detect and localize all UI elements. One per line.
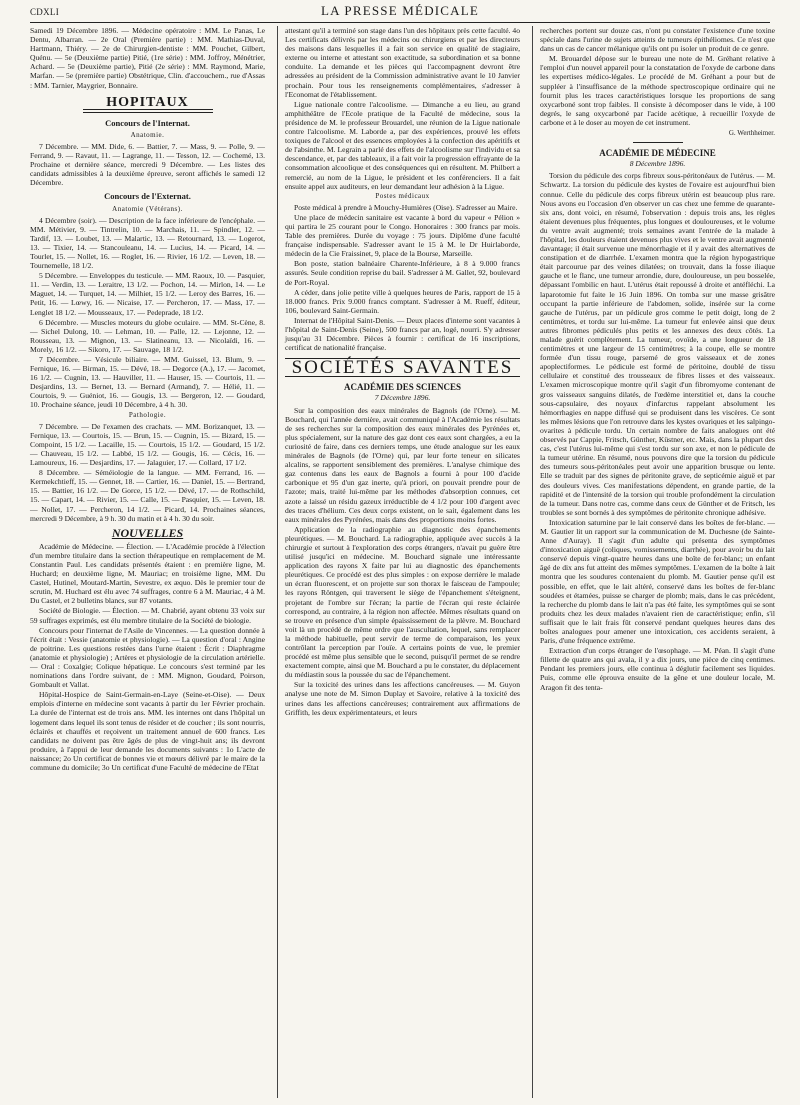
column-3 (540, 26, 775, 693)
paragraph: 6 Décembre. — Muscles moteurs du globe oculaire. — MM. St-Cène, 8. — Sichel Dulong, 10. — Lehman, 10. — Palle, 12. — Lejonne, 12. — Rousseau, 13. — Mignon, 13. — Slatineanu, 13. — Nicolaïdi, 16. — Morely, 16 1/2. — Sikoro, 17. — Sauvage, 18 1/2. (30, 317, 265, 354)
column-divider (277, 26, 278, 1098)
paragraph: Application de la radiographie au diagnostic des épanchements pleurétiques. — M. Bouchard. La radiographie, appliquée avec succès à la chirurgie et surtout à l'exploration des corps étrangers, n'avait pu guère être utilisé jusqu'ici en médecine. M. Bouchard signale une intéressante application des rayons X faite par lui au diagnostic des épanchements pleurétiques. Ce procédé est des plus simples : on expose derrière le malade un écran fluorescent, et on projette sur son thorax le faisceau de l'ampoule; les rayons Röntgen, qui traversent le siège de l'épanchement s'éteignent, projetant de l'ombre sur l'écran; la partie de l'écran qui reste éclairée correspond, au contraire, à la région non affectée. Mêmes résultats quand on se trouve en présence d'un simple épaississement de la plèvre. M. Bouchard voit là un procédé de même ordre que l'auscultation, lequel, sans remplacer la méthode habituelle, peut servir de terme de comparaison, les yeux contrôlant la perception par l'ouïe. A certains points de vue, le premier procédé est même plus sensible que le second, puisqu'il permet de se rendre exactement compte, ainsi que M. Bouchard a pu le constater, du déplacement du médiastin sous la poussée du sac de l'épanchement. (285, 524, 520, 680)
paragraph: recherches portent sur douze cas, n'ont pu constater l'existence d'une toxine spéciale dans l'urine de sujets atteints de tumeurs épithéliomes. Ce n'est que dans un cas de cancer mélanique qu'ils ont pu isoler un produit de ce genre. (540, 26, 775, 54)
section-title-nouvelles: NOUVELLES (111, 525, 184, 540)
subheading-concours-externat: Concours de l'Externat. (104, 191, 191, 202)
paragraph: Intoxication saturnine par le lait conservé dans les boîtes de fer-blanc. — M. Gautier lit un rapport sur la communication de M. Duchesne (de Sainte-Anne d'Auray). Il s'agit d'un adulte qui présenta des symptômes d'intoxication aiguë (coliques, vomissements, diarrhée), pour avoir bu du lait conservé depuis vingt-quatre heures dans une boîte de fer-blanc; un enfant âgé de dix ans fut atteint des mêmes symptômes. L'examen de la boîte à lait montra que les soudures contenaient du plomb. M. Gautier pense qu'il est possible, en effet, que le lait altéré, conservé dans les boîtes de fer-blanc soudées et étamées, puisse se charger de plomb; mais, dans le cas précédent, la recherche du plomb dans le lait n'a pas été faite, les symptômes qui se sont produits chez les deux malades n'avaient rien de caractéristique; enfin, s'il suffisait que le lait frais fût conservé pendant quelques heures dans des boîtes analogues pour amener une intoxication, ces accidents seraient, à Paris, d'une fréquence extrême. (540, 517, 775, 646)
author-signature: G. Werthheimer. (728, 129, 775, 138)
page-header (30, 3, 770, 20)
subheading-concours-internat: Concours de l'Internat. (105, 117, 190, 128)
paragraph: Sur la composition des eaux minérales de Bagnols (de l'Orne). — M. Bouchard, qui l'année dernière, avait communiqué à l'Académie les résultats de ses recherches sur la composition des eaux minérales des Pyrénées et, plus spécialement, sur la nature des gaz dont ces eaux sont chargées, a eu la curiosité de faire, dans ces derniers temps, une étude analogue sur les eaux minérales de Bagnols (de l'Orne) qui, par leur forte teneur en silicates alcalins, se rapportent sensiblement des premières. L'analyse chimique des gaz contenus dans les eaux de Bagnols a fourni à pour 100 d'acide carbonique et 95 d'un gaz inerte, qu'à priori, on pouvait prendre pour de l'azote; mais, traité lui-même par les méthodes d'absorption connues, cet azote a laissé un résidu gazeux irréductible de 4 1/2 pour 100 d'argent avec des traces d'hélium. Ces deux corps existent, on le sait, également dans les eaux minérales des Pyrénées, mais dans des proportions moins fortes. (285, 405, 520, 524)
column-2 (285, 26, 520, 718)
session-date: 7 Décembre 1896. (374, 393, 431, 403)
paragraph: Hôpital-Hospice de Saint-Germain-en-Laye (Seine-et-Oise). — Deux emplois d'interne en médecine sont vacants à partir du 1er Février prochain. La durée de l'internat est de trois ans. MM. les internes ont dans l'hôpital un logement dans lequel ils sont tenus de résider et de coucher ; ils sont nourris, éclairés et chauffés et reçoivent un traitement annuel de 600 francs. Les candidats ne doivent pas être âgés de plus de vingt-huit ans; ils devront produire, à l'appui de leur demande les documents suivants : 1o L'acte de naissance; 2o Un certificat de bonnes vie et mœurs délivré par le maire de la commune du domicile; 3o Un certificat d'une Faculté de médecine de l'Etat (30, 690, 265, 773)
paragraph: Ligue nationale contre l'alcoolisme. — Dimanche a eu lieu, au grand amphithéâtre de l'Ecole pratique de la Faculté de médecine, sous la présidence de M. le professeur Brouardel, une réunion de la Ligue nationale contre l'alcoolisme. M. Laborde a, par des expériences, prouvé les effets toxiques de l'alcool et des essences employées à la confection des apéritifs et de l'absinthe. M. Legrain a parlé des effets de l'alcoolisme sur l'individu et sa descendance, et, par des tableaux, il a fait voir la progression effrayante de la consommation alcoolique et des conséquences qui en résultent. M. Philbert a remercié, au nom de la Ligue, le président et les conférenciers. Il a fait ensuite appel aux auditeurs, en leur demandant leur adhésion à la Ligue. (285, 99, 520, 191)
subheading-postes: Postes médicaux (375, 191, 430, 200)
paragraph: Concours pour l'internat de l'Asile de Vincennes. — La question donnée à l'écrit était : Vessie (anatomie et physiologie). — La question d'oral : Angine de poitrine. Les questions restées dans l'urne étaient : Écrit : Diaphragme (anatomie et physiologie) ; Artères et physiologie de la circulation artérielle. — Oral : Coxalgie; Colique hépatique. Le concours s'est terminé par les nominations dans l'ordre suivant, de : MM. Mignon, Goudard, Poirson, Gombault et Vallat. (30, 625, 265, 690)
subheading-academie-sciences: ACADÉMIE DES SCIENCES (343, 382, 462, 393)
paragraph: 8 Décembre. — Séméiologie de la langue. — MM. Ferrand, 16. — Kermekchtieff, 15. — Gennet, 18. — Cartier, 16. — Daniel, 15. — Bertrand, 15. — Battier, 16 1/2. — De Gorce, 15 1/2. — Dévé, 17. — de Rothschild, 15. — Capart, 14. — Rivier, 15. — Calle, 15. — Pasquier, 15. — Leven, 18. — Nollet, 17. — Percheron, 14 1/2. — Picard, 14. Prochaines séances, mercredi 9 Décembre, à 9 h. 30 du matin et à 4 h. 30 du soir. (30, 468, 265, 523)
paragraph: A céder, dans jolie petite ville à quelques heures de Paris, rapport de 15 à 18.000 francs. Prix 9.000 francs comptant. S'adresser à M. Rueff, éditeur, 106, boulevard Saint-Germain. (285, 287, 520, 315)
paragraph: Académie de Médecine. — Élection. — L'Académie procède à l'élection d'un membre titulaire dans la section thérapeutique en remplacement de M. Constantin Paul. Les candidats présentés étaient : en première ligne, M. Huchard; en deuxième ligne, M. Mauriac; en troisième ligne, MM. Du Castel, Hutinel, Moutard-Martin, Sevestre, ex æquo. Dès le premier tour de scrutin, M. Huchard est élu avec 74 suffrages, contre 6 à M. Mauriac, 4 à M. Du Castel, et 2 bulletins blancs, sur 87 votants. (30, 541, 265, 606)
subheading-anatomie: Anatomie. (130, 130, 165, 139)
section-title-societes: SOCIÉTÉS SAVANTES (285, 358, 520, 377)
paragraph: Extraction d'un corps étranger de l'œsophage. — M. Péan. Il s'agit d'une fillette de quatre ans qui avala, il y a dix jours, une pièce de cinq centimes. Pendant les premiers jours, elle continua à déglutir facilement ses liquides. Puis, comme elle éprouva ensuite de la gêne et une douleur locale, M. Aragon fit des tenta- (540, 646, 775, 692)
paragraph: 7 Décembre. — Vésicule biliaire. — MM. Guissel, 13. Blum, 9. — Fernique, 16. — Birman, 15. — Dévé, 18. — Degorce (A.), 17. — Jacomet, 16 1/2. — Cugnin, 13. — Hauviller, 11. — Hauser, 15. — Courtois, 11. — Desjardins, 13. — Bernet, 13. — Bernard (Armand), 7. — Hélié, 11. — Courtois, 9. — Guéniot, 16. — Gougis, 13. — Bergeron, 12. — Goudard, 10. Prochaine séance, jeudi 10 Décembre, à 4 h. 30. (30, 355, 265, 410)
column-1 (30, 26, 265, 773)
header-rule (30, 22, 770, 23)
paragraph: 4 Décembre (soir). — Description de la face inférieure de l'encéphale. — MM. Métivier, 9. — Tintrelin, 10. — Marchais, 11. — Spindler, 12. — Tardif, 13. — Loubet, 13. — Malartic, 13. — Retournard, 13. — Logerot, 13. — Tixier, 14. — Stancouleanu, 14. — Lucius, 14. — Picard, 14. — Tourlet, 15. — Nollet, 16. — Roglet, 16. — Rivier, 16 1/2. — Leven, 18. — Tournemelle, 18 1/2. (30, 215, 265, 271)
column-divider (532, 26, 533, 1098)
journal-title: LA PRESSE MÉDICALE (320, 3, 480, 18)
exam-schedule: Samedi 19 Décembre 1896. — Médecine opératoire : MM. Le Panas, Le Dentu, Albarran. — 2e Oral (Première partie) : MM. Mathias-Duval, Hartmann, Thiéry. — 2e de Chirurgien-dentiste : MM. Pouchet, Gilbert, Quénu. — 5e (Deuxième partie) Pitié, (1re série) : MM. Joffroy, Ménétrier, Achard. — 5e (Deuxième partie), Pitié (2e série) : MM. Raymond, Marie, Marfan. — 5e (première partie) Obstétrique, Clin. d'accouchem., rue d'Assas : MM. Tarnier, Maygrier, Bonnaire. (30, 26, 265, 90)
paragraph: 7 Décembre. — De l'examen des crachats. — MM. Borizanquet, 13. — Fernique, 13. — Courtois, 15. — Brun, 15. — Cugnin, 15. — Bizard, 15. — Compoint, 15 1/2. — Lacaille, 15. — Courtois, 15 1/2. — Goudard, 15 1/2. — Chauveau, 15 1/2. — Labbé, 15 1/2. — Gougis, 16. — Cécis, 16. — Lamoureux, 16. — Desjardins, 17. — Jalaguier, 17. — Collard, 17 1/2. (30, 421, 265, 468)
subheading-academie-medecine: ACADÉMIE DE MÉDECINE (599, 148, 716, 159)
paragraph: Internat de l'Hôpital Saint-Denis. — Deux places d'interne sont vacantes à l'hôpital de Saint-Denis (Seine), 500 francs par an, logé, nourri. S'y adresser jusqu'au 31 Décembre. Pièces à fournir : certificat de 16 inscriptions, certificat de nationalité française. (285, 315, 520, 353)
paragraph: 7 Décembre. — MM. Dide, 6. — Battier, 7. — Mass, 9. — Polle, 9. — Ferrand, 9. — Ravaut, 11. — Lagrange, 11. — Tesson, 12. — Cochemé, 13. Prochaine et dernière séance, mercredi 9 Décembre. — Les listes des candidats admissibles à la deuxième épreuve, seront affichés le samedi 12 Décembre. (30, 141, 265, 188)
page-number: CDXLI (30, 7, 59, 17)
divider (633, 142, 683, 143)
paragraph: Poste médical à prendre à Mouchy-Humières (Oise). S'adresser au Maire. (294, 202, 518, 212)
paragraph: Société de Biologie. — Élection. — M. Chabrié, ayant obtenu 33 voix sur 59 suffrages exprimés, est élu membre titulaire de la Société de biologie. (30, 606, 265, 625)
paragraph: attestant qu'il a terminé son stage dans l'un des hôpitaux près cette faculté. 4o Les certificats délivrés par les médecins ou chirurgiens et par les directeurs des maisons dans lesquelles il a fait son service en qualité de stagiaire, externe ou interne et attestant son exactitude, sa subordination et sa bonne conduite. La demande et les pièces qui l'accompagnent devront être adressées au président de la Commission administrative avant le 10 Janvier prochain. Pour tous les renseignements complémentaires, s'adresser à l'Economat de l'établissement. (285, 26, 520, 99)
section-title-hopitaux: HOPITAUX (106, 94, 189, 110)
subheading-anatomie-veterans: Anatomie (Vétérans). (112, 204, 183, 213)
paragraph: Sur la toxicité des urines dans les affections cancéreuses. — M. Guyon analyse une note de M. Simon Duplay et Savoire, relative à la toxicité des urines dans les affections cancéreuses; contrairement aux affirmations de Griffith, les deux expérimentateurs, et leurs (285, 680, 520, 717)
paragraph: M. Brouardel dépose sur le bureau une note de M. Gréhant relative à l'emploi d'un nouvel appareil pour la constatation de l'oxyde de carbone dans les expertises médico-légales. Le procédé de M. Gréhant a pour but de suppléer à l'insuffisance de la méthode spectroscopique ordinaire qui ne fournit plus les traces caractéristiques lorsque les proportions de sang oxycarboné sont trop faibles. Il consiste à décomposer dans le vide, à 100 degrés, le sang oxycarboné par l'acide acétique, à recueillir l'oxyde de carbone et à le doser au moyen de cet instrument. (540, 54, 775, 127)
paragraph: 5 Décembre. — Enveloppes du testicule. — MM. Raoux, 10. — Pasquier, 11. — Verdin, 13. — Leraitre, 13 1/2. — Pochon, 14. — Mirlon, 14. — Le Maguet, 14. — Turquet, 14. — Milhiet, 15 1/2. — Leroy des Barres, 16. — Petit, 16. — Lœwy, 16. — Nicaise, 17. — Percheron, 17. — Mass, 17. — Lenglet 18 1/2. — Mousseaux, 17. — Pedeprade, 18 1/2. (30, 271, 265, 317)
subheading-pathologie: Pathologie. (128, 410, 167, 419)
paragraph: Bon poste, station balnéaire Charente-Inférieure, à 8 à 9.000 francs assurés. Seule condition reprise du bail. S'adresser à M. Gallet, 92, boulevard de Port-Royal. (285, 259, 520, 287)
session-date: 8 Décembre 1896. (629, 159, 686, 169)
paragraph: Torsion du pédicule des corps fibreux sous-péritonéaux de l'utérus. — M. Schwartz. La torsion du pédicule des kystes de l'ovaire est aujourd'hui bien connue. Celle du pédicule des corps fibreux utérin est beaucoup plus rare. Nous avons eu l'occasion d'en observer un cas chez une femme de quarante-six ans, dont voici, en résumé, l'observation : depuis trois ans, les règles étaient devenues plus fréquentes, plus longues et douloureuses, et le volume du ventre avait augmenté; trois semaines avant l'entrée de la malade à l'hôpital, les douleurs étaient devenues plus vives et le ventre avait augmenté davantage; il était survenue une ménorrhagie et il y avait des alternatives de constipation et de diarrhée. L'examen montra que la région hypogastrique était parcourue par des veines dilatées; on trouvait, dans la fosse iliaque gauche et le flanc, une tumeur arrondie, dure, douloureuse, un peu bosselée, dépassant l'ombilic en haut. L'utérus était repoussé à droite et antéfléchi. La laparotomie fut faite le 16 Juin 1896. On tomba sur une masse grisâtre occupant la partie inférieure de l'abdomen, solide, insérée sur la corne gauche de l'utérus, par un pédicule gros comme le petit doigt, long de 2 centimètres, et tordu sur lui-même. La tumeur fut enlevée ainsi que deux autres fibromes pédiculés plus petits et les annexes des deux côtés. La malade guérit complètement. La tumeur, ovoïde, a une longueur de 18 centimètres et une largeur de 15 centimètres; à la coupe, elle se montre formée d'un tissu rouge, parsemé de gros vaisseaux et de zones apoplectiformes. Le pédicule est formé de péritoine, doublé de tissu cellulaire et constitué des trousseaux de fibres lisses et des vaisseaux. L'examen microscopique montre qu'il s'agit d'un fibromyome contenant de gros vaisseaux sanguins dilatés, de l'œdème interstitiel et, dans la couche sous-capsulaire, des noyaux d'infarctus rappelant absolument les hémorrhagies en nappe diffusé qui se produisent dans les viscères. Ce sont les mêmes lésions que l'on retrouve dans les kystes ovariques et les salpingo-ovarites à pédicule tordu. Un certain nombre de faits analogues ont été observés par Cappie, Fritsch, Günther, Küstner, etc. Mais, dans la plupart des cas, c'est l'utérus lui-même qui s'est tordu sur son axe, et non le pédicule de la tumeur utérine. En résumé, nous pouvons dire que la torsion du pédicule des tumeurs sous-péritonéales peut avoir une apparition brusque ou lente. Elle se traduit par des signes de péritonite grave, de septicémie aiguë et par des douleurs vives. Ces manifestations dépendent, en grande partie, de la rapidité et de l'intensité de la torsion qui trouble profondément la circulation de la tumeur. Dans notre cas, comme dans ceux de Günther et de Fritsch, les troubles se sont bornés à des symptômes de péritonite chronique adhésive. (540, 171, 775, 517)
paragraph: Une place de médecin sanitaire est vacante à bord du vapeur « Pélion » qui partira le 25 courant pour le Congo. Honoraires : 300 francs par mois. Table des premières. Durée du voyage : 75 jours. Diplôme d'une faculté française indispensable. S'adresser avant le 15 à M. le Dr Huirlaborde, médecin de la Cie Fraissinet, 9, place de la Bourse, Marseille. (285, 212, 520, 259)
